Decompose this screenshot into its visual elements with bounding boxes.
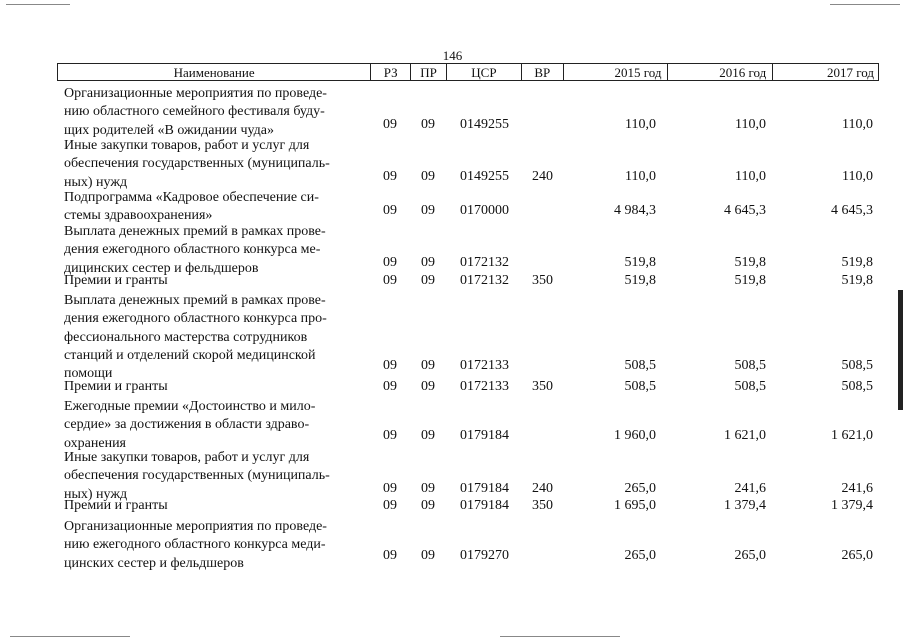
cell-2016: 519,8 (734, 273, 766, 288)
row-values (0, 547, 905, 565)
cell-2017: 1 379,4 (831, 498, 873, 513)
cell-rz: 09 (383, 428, 397, 443)
header-pr: ПР (411, 64, 447, 80)
cell-2016: 241,6 (734, 481, 766, 496)
cell-2017: 241,6 (841, 481, 873, 496)
cell-2015: 508,5 (624, 379, 656, 394)
cell-2016: 110,0 (735, 117, 766, 132)
cell-2017: 1 621,0 (831, 428, 873, 443)
row-name: Иные закупки товаров, работ и услуг для обеспечения государственных (муниципаль- ных) нужд (64, 450, 330, 502)
cell-csr: 0179270 (460, 548, 509, 563)
header-name: Наименование (58, 64, 371, 80)
cell-rz: 09 (383, 169, 397, 184)
cell-csr: 0179184 (460, 498, 509, 513)
row-values (0, 357, 905, 375)
header-2017: 2017 год (826, 65, 874, 80)
cell-rz: 09 (383, 203, 397, 218)
row-name: Выплата денежных премий в рамках прове- дения ежегодного областного конкурса ме- дицинских сестер и фельдшеров (64, 224, 326, 276)
header-csr: ЦСР (447, 64, 522, 80)
cell-2016: 4 645,3 (724, 203, 766, 218)
cell-2017: 4 645,3 (831, 203, 873, 218)
cell-2015: 4 984,3 (614, 203, 656, 218)
cell-csr: 0170000 (460, 203, 509, 218)
cell-pr: 09 (421, 117, 435, 132)
row-name: Премии и гранты (64, 379, 168, 394)
cell-vr: 350 (532, 498, 553, 513)
cell-vr: 350 (532, 379, 553, 394)
cell-rz: 09 (383, 358, 397, 373)
row-name: Организационные мероприятия по проведе- нию областного семейного фестиваля буду- щих родителей «В ожидании чуда» (64, 86, 327, 138)
cell-2015: 519,8 (624, 255, 656, 270)
cell-csr: 0172132 (460, 273, 509, 288)
cell-vr: 240 (532, 481, 553, 496)
cell-pr: 09 (421, 548, 435, 563)
cell-pr: 09 (421, 203, 435, 218)
row-values (0, 427, 905, 445)
cell-2015: 265,0 (624, 548, 656, 563)
cell-2016: 1 621,0 (724, 428, 766, 443)
cell-pr: 09 (421, 255, 435, 270)
cell-csr: 0172133 (460, 358, 509, 373)
row-values (0, 272, 905, 290)
header-2016: 2016 год (668, 64, 773, 80)
cell-2016: 519,8 (734, 255, 766, 270)
row-name: Подпрограмма «Кадровое обеспечение си- стемы здравоохранения» (64, 190, 319, 224)
cell-pr: 09 (421, 358, 435, 373)
row-values (0, 202, 905, 220)
cell-csr: 0179184 (460, 428, 509, 443)
page-number: 146 (442, 48, 463, 63)
cell-pr: 09 (421, 498, 435, 513)
cell-2017: 508,5 (841, 379, 873, 394)
cell-2015: 110,0 (625, 117, 656, 132)
row-name: Выплата денежных премий в рамках прове- дения ежегодного областного конкурса про- фессионального мастерства сотрудников станций и отделений скорой медицинской помощи (64, 293, 327, 382)
header-vr: ВР (522, 64, 564, 80)
cell-2015: 265,0 (624, 481, 656, 496)
cell-2017: 265,0 (841, 548, 873, 563)
cell-rz: 09 (383, 255, 397, 270)
cell-2017: 519,8 (841, 255, 873, 270)
cell-csr: 0179184 (460, 481, 509, 496)
cell-rz: 09 (383, 481, 397, 496)
cell-rz: 09 (383, 117, 397, 132)
cell-2017: 519,8 (841, 273, 873, 288)
cell-2016: 110,0 (735, 169, 766, 184)
cell-vr: 350 (532, 273, 553, 288)
cell-rz: 09 (383, 498, 397, 513)
cell-2015: 519,8 (624, 273, 656, 288)
row-values (0, 116, 905, 134)
cell-2017: 508,5 (841, 358, 873, 373)
cell-csr: 0149255 (460, 117, 509, 132)
row-name: Премии и гранты (64, 498, 168, 513)
cell-2016: 265,0 (734, 548, 766, 563)
row-name: Иные закупки товаров, работ и услуг для обеспечения государственных (муниципаль- ных) нужд (64, 138, 330, 190)
header-rz: РЗ (371, 64, 411, 80)
cell-rz: 09 (383, 379, 397, 394)
row-values (0, 480, 905, 498)
header-2015: 2015 год (564, 64, 669, 80)
cell-pr: 09 (421, 169, 435, 184)
row-values (0, 168, 905, 186)
cell-2015: 1 960,0 (614, 428, 656, 443)
cell-pr: 09 (421, 379, 435, 394)
row-values (0, 378, 905, 396)
row-name: Организационные мероприятия по проведе- нию ежегодного областного конкурса меди- цинских сестер и фельдшеров (64, 519, 327, 571)
cell-2017: 110,0 (842, 169, 873, 184)
cell-2015: 110,0 (625, 169, 656, 184)
cell-rz: 09 (383, 548, 397, 563)
cell-2016: 1 379,4 (724, 498, 766, 513)
cell-csr: 0149255 (460, 169, 509, 184)
cell-2017: 110,0 (842, 117, 873, 132)
cell-2015: 508,5 (624, 358, 656, 373)
cell-pr: 09 (421, 273, 435, 288)
cell-csr: 0172132 (460, 255, 509, 270)
cell-pr: 09 (421, 481, 435, 496)
cell-csr: 0172133 (460, 379, 509, 394)
cell-rz: 09 (383, 273, 397, 288)
row-name: Премии и гранты (64, 273, 168, 288)
cell-2016: 508,5 (734, 379, 766, 394)
row-values (0, 254, 905, 272)
cell-2016: 508,5 (734, 358, 766, 373)
cell-vr: 240 (532, 169, 553, 184)
row-name: Ежегодные премии «Достоинство и мило- сердие» за достижения в области здраво- охранения (64, 399, 316, 451)
row-values (0, 497, 905, 515)
cell-pr: 09 (421, 428, 435, 443)
cell-2015: 1 695,0 (614, 498, 656, 513)
